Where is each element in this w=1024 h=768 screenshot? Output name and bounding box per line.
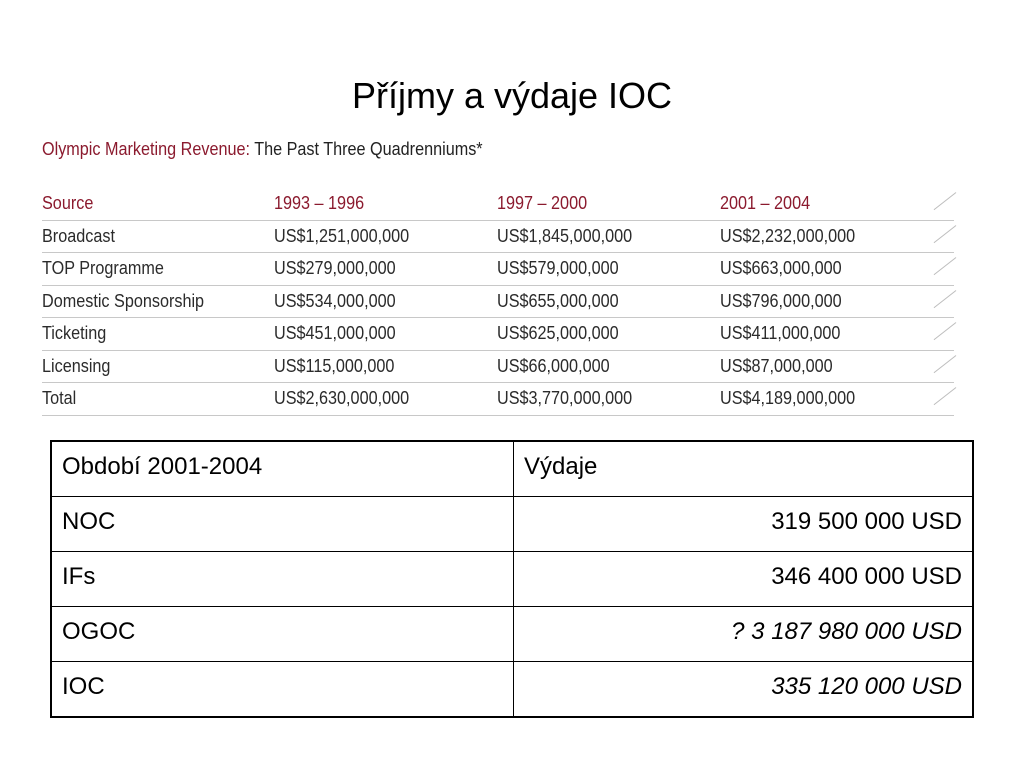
expenses-entity: NOC	[51, 497, 514, 552]
revenue-col-source: Source	[42, 193, 94, 213]
expenses-amount: 335 120 000 USD	[514, 662, 974, 718]
row-divider-accent	[934, 192, 957, 210]
expenses-header-costs: Výdaje	[514, 441, 974, 497]
revenue-cell: Domestic Sponsorship	[42, 290, 205, 311]
revenue-cell: Licensing	[42, 355, 111, 376]
revenue-cell: US$1,251,000,000	[274, 225, 410, 246]
row-divider-accent	[934, 355, 957, 373]
revenue-table	[42, 188, 954, 416]
revenue-cell: Broadcast	[42, 225, 115, 246]
revenue-cell: US$411,000,000	[720, 323, 841, 343]
revenue-col-1997: 1997 – 2000	[497, 193, 588, 213]
slide-title: Příjmy a výdaje IOC	[351, 75, 673, 116]
revenue-cell: US$66,000,000	[497, 355, 610, 376]
revenue-cell: US$579,000,000	[497, 258, 619, 278]
revenue-header-row	[42, 188, 954, 221]
revenue-cell: US$2,630,000,000	[274, 388, 410, 408]
revenue-cell: US$534,000,000	[274, 290, 396, 311]
revenue-cell: Ticketing	[42, 323, 107, 343]
row-divider-accent	[934, 290, 957, 308]
row-divider-accent	[934, 322, 957, 340]
revenue-cell: US$87,000,000	[720, 355, 833, 376]
revenue-cell: TOP Programme	[42, 258, 164, 278]
revenue-row	[42, 318, 954, 351]
expenses-amount: ? 3 187 980 000 USD	[514, 607, 974, 662]
revenue-cell: US$451,000,000	[274, 323, 396, 343]
revenue-heading-main: Olympic Marketing Revenue:	[42, 139, 250, 159]
row-divider-accent	[934, 257, 957, 275]
expenses-amount: 319 500 000 USD	[514, 497, 974, 552]
revenue-cell: US$663,000,000	[720, 258, 842, 278]
revenue-row	[42, 253, 954, 286]
expenses-table	[50, 440, 974, 718]
expenses-entity: IOC	[51, 662, 514, 718]
row-divider-accent	[934, 387, 957, 405]
revenue-cell: US$796,000,000	[720, 290, 842, 311]
revenue-col-2001: 2001 – 2004	[720, 193, 811, 213]
expenses-header-row	[51, 441, 973, 497]
revenue-cell: US$2,232,000,000	[720, 225, 856, 246]
revenue-cell: Total	[42, 388, 77, 408]
revenue-cell: US$1,845,000,000	[497, 225, 633, 246]
expenses-row	[51, 662, 973, 718]
expenses-entity: OGOC	[51, 607, 514, 662]
revenue-total-row	[42, 383, 954, 416]
revenue-cell: US$3,770,000,000	[497, 388, 633, 408]
revenue-cell: US$115,000,000	[274, 355, 395, 376]
revenue-col-1993: 1993 – 1996	[274, 193, 365, 213]
revenue-heading-sub: The Past Three Quadrenniums*	[249, 139, 483, 159]
expenses-row	[51, 497, 973, 552]
revenue-heading	[42, 136, 863, 162]
revenue-cell: US$625,000,000	[497, 323, 619, 343]
revenue-figure	[42, 136, 954, 408]
revenue-cell: US$279,000,000	[274, 258, 396, 278]
revenue-row	[42, 351, 954, 384]
expenses-entity: IFs	[51, 552, 514, 607]
expenses-header-period: Období 2001-2004	[51, 441, 514, 497]
expenses-amount: 346 400 000 USD	[514, 552, 974, 607]
revenue-row	[42, 286, 954, 319]
revenue-row	[42, 221, 954, 254]
revenue-cell: US$655,000,000	[497, 290, 619, 311]
expenses-row	[51, 607, 973, 662]
revenue-cell: US$4,189,000,000	[720, 388, 856, 408]
expenses-row	[51, 552, 973, 607]
row-divider-accent	[934, 225, 957, 243]
